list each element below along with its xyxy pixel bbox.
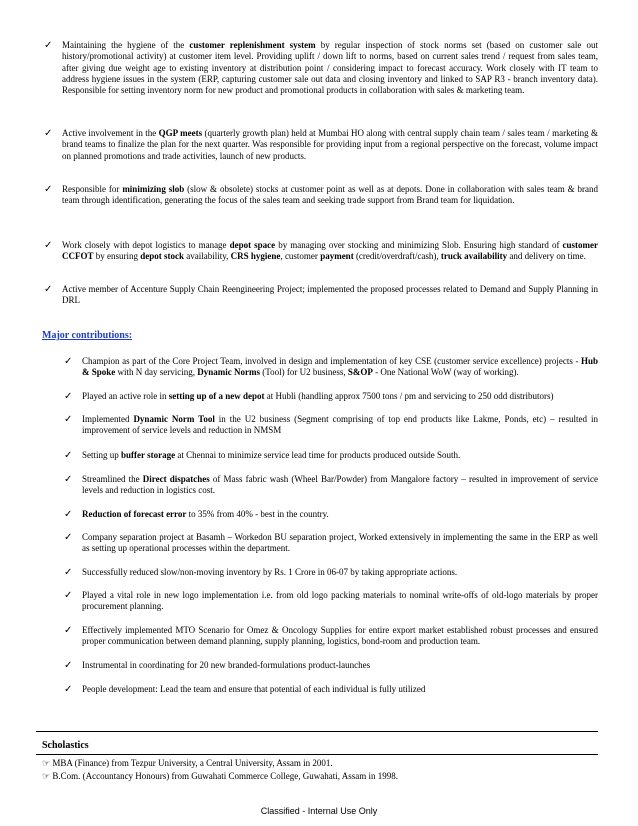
text-run: (credit/overdraft/cash), (353, 251, 441, 262)
checkmark-icon: ✓ (44, 128, 53, 139)
section-divider-top (36, 731, 598, 732)
bold-phrase: Dynamic Norms (197, 367, 260, 378)
bullet-item (62, 128, 598, 162)
text-run: (slow & obsolete) stocks at customer point as well as at depots. Done in collaboration with sales team & brand team through identification, generating the focus of the sales team and seeking trade support from Brand team for liquidation. (62, 184, 598, 206)
text-run: Company separation project at Basamh – Workedon BU separation project, Worked extensively in implementing the same in the ERP as well as setting up operational processes within the department. (82, 532, 598, 554)
checkmark-icon: ✓ (64, 474, 73, 485)
scholastics-heading: Scholastics (42, 740, 89, 751)
checkmark-icon: ✓ (64, 625, 73, 636)
bullet-item (62, 40, 598, 96)
major-contributions-heading: Major contributions: (42, 330, 133, 341)
bullet-item (82, 474, 598, 497)
text-run: Active member of Accenture Supply Chain Reengineering Project; implemented the proposed processes related to Demand and Supply Planning in DRL (62, 284, 598, 306)
bullet-item (82, 590, 598, 613)
checkmark-icon: ✓ (64, 450, 73, 461)
bullet-item (82, 391, 598, 402)
text-run: availability, (184, 251, 231, 262)
bold-phrase: Dynamic Norm Tool (133, 414, 215, 424)
text-run: at Chennai to minimize service lead time for products produced outside South. (175, 450, 461, 460)
text-run: and delivery on time. (507, 251, 586, 262)
bullet-item (62, 284, 598, 307)
bullet-item (62, 184, 598, 207)
text-run: Played an active role in (82, 391, 169, 401)
bullet-item (82, 660, 598, 671)
checkmark-icon: ✓ (64, 590, 73, 601)
education-entry (42, 758, 333, 769)
bold-phrase: customer CCFOT (62, 240, 599, 262)
bold-phrase: Reduction of forecast error (82, 509, 187, 519)
bold-phrase: customer replenishment system (189, 40, 316, 50)
bullet-item (62, 240, 598, 263)
bullet-item (82, 532, 598, 555)
text-run: Maintaining the hygiene of the (62, 40, 190, 50)
text-run: in the U2 business (Segment comprising of top end products like Lakme, Ponds, etc) – resulted in improvement of service levels and reduction in NMSM (82, 414, 598, 436)
bold-phrase: truck availability (440, 251, 508, 262)
bold-phrase: S&OP (347, 367, 373, 378)
bullet-item (82, 509, 598, 520)
checkmark-icon: ✓ (64, 567, 73, 578)
text-run: to 35% from 40% - best in the country. (186, 509, 329, 519)
text-run: Played a vital role in new logo implementation i.e. from old logo packing materials to nominal write-offs of old-logo materials by proper procurement planning. (82, 590, 598, 612)
checkmark-icon: ✓ (64, 414, 73, 425)
text-run: of Mass fabric wash (Wheel Bar/Powder) from Mangalore factory – resulted in improvement of service levels and reduction in logistics cost. (82, 474, 599, 496)
checkmark-icon: ✓ (44, 184, 53, 195)
bold-phrase: buffer storage (121, 450, 176, 460)
bold-phrase: payment (320, 251, 354, 262)
text-run: - One National WoW (way of working). (372, 367, 519, 378)
text-run: by managing over stocking and minimizing Slob. Ensuring high standard of (275, 240, 563, 250)
bold-phrase: QGP meets (158, 128, 203, 138)
checkmark-icon: ✓ (64, 391, 73, 402)
text-run: Responsible for (62, 184, 123, 194)
checkmark-icon: ✓ (64, 509, 73, 520)
bullet-item (82, 567, 598, 578)
checkmark-icon: ✓ (44, 40, 53, 51)
checkmark-icon: ✓ (44, 240, 53, 251)
education-text: B.Com. (Accountancy Honours) from Guwahati Commerce College, Guwahati, Assam in 1998. (52, 771, 399, 781)
bold-phrase: Hub & Spoke (82, 356, 598, 378)
text-run: (Tool) for U2 business, (260, 367, 348, 378)
text-run: at Hubli (handling approx 7500 tons / pm and servicing to 250 odd distributors) (264, 391, 554, 401)
bullet-item (82, 625, 598, 648)
text-run: Setting up (82, 450, 122, 460)
text-run: Streamlined the (82, 474, 143, 484)
bullet-item (82, 684, 598, 695)
text-run: , customer (280, 251, 321, 262)
checkmark-icon: ✓ (44, 284, 53, 295)
section-divider-bottom (36, 754, 598, 755)
education-entry (42, 771, 398, 782)
bold-phrase: setting up of a new depot (168, 391, 265, 401)
bullet-item (82, 414, 598, 437)
bold-phrase: minimizing slob (122, 184, 185, 194)
text-run: Instrumental in coordinating for 20 new branded-formulations product-launches (82, 660, 371, 670)
bold-phrase: depot stock (140, 251, 185, 262)
text-run: by regular inspection of stock norms set (based on customer sale out history/promotional activity) at customer item level. Providing uplift / down lift to norms, based on current sales trend / request from sales team, after giving due weight age to existing inventory at distribution point / considering impact to forecast accuracy. Work closely with IT team to address hygiene issues in the system (ERP, capturing customer sale out data and closing inventory and linked to SAP R3 - branch inventory data). Responsible for setting inventory norm for new product and promotional products in collaboration with sales & marketing team. (62, 40, 598, 96)
text-run: with N day servicing, (115, 367, 198, 378)
text-run: by ensuring (93, 251, 141, 262)
bold-phrase: depot space (229, 240, 276, 250)
bold-phrase: Direct dispatches (142, 474, 210, 484)
pointer-icon: ☞ (42, 771, 51, 781)
checkmark-icon: ✓ (64, 356, 73, 367)
text-run: People development: Lead the team and ensure that potential of each individual is fully utilized (82, 684, 426, 694)
text-run: Effectively implemented MTO Scenario for Omez & Oncology Supplies for entire export market established robust processes and ensured proper communication between demand planning, supply planning, logistics, bond-room and production team. (82, 625, 598, 647)
pointer-icon: ☞ (42, 758, 51, 768)
text-run: Work closely with depot logistics to manage (62, 240, 230, 250)
checkmark-icon: ✓ (64, 684, 73, 695)
bullet-item (82, 356, 598, 379)
education-text: MBA (Finance) from Tezpur University, a Central University, Assam in 2001. (52, 758, 333, 768)
bullet-item (82, 450, 598, 461)
classification-footer: Classified - Internal Use Only (260, 806, 378, 816)
text-run: Implemented (82, 414, 134, 424)
text-run: (quarterly growth plan) held at Mumbai HO along with central supply chain team / sales team / marketing & brand teams to finalize the plan for the next quarter. Was responsible for providing input from a regional perspective on the forecast, volume impact on planned promotions and trade activities, launch of new products. (62, 128, 598, 161)
text-run: Active involvement in the (62, 128, 159, 138)
checkmark-icon: ✓ (64, 532, 73, 543)
checkmark-icon: ✓ (64, 660, 73, 671)
bold-phrase: CRS hygiene (230, 251, 281, 262)
text-run: Successfully reduced slow/non-moving inventory by Rs. 1 Crore in 06-07 by taking appropriate actions. (82, 567, 458, 577)
text-run: Champion as part of the Core Project Team, involved in design and implementation of key CSE (customer service excellence) projects - (82, 356, 581, 366)
